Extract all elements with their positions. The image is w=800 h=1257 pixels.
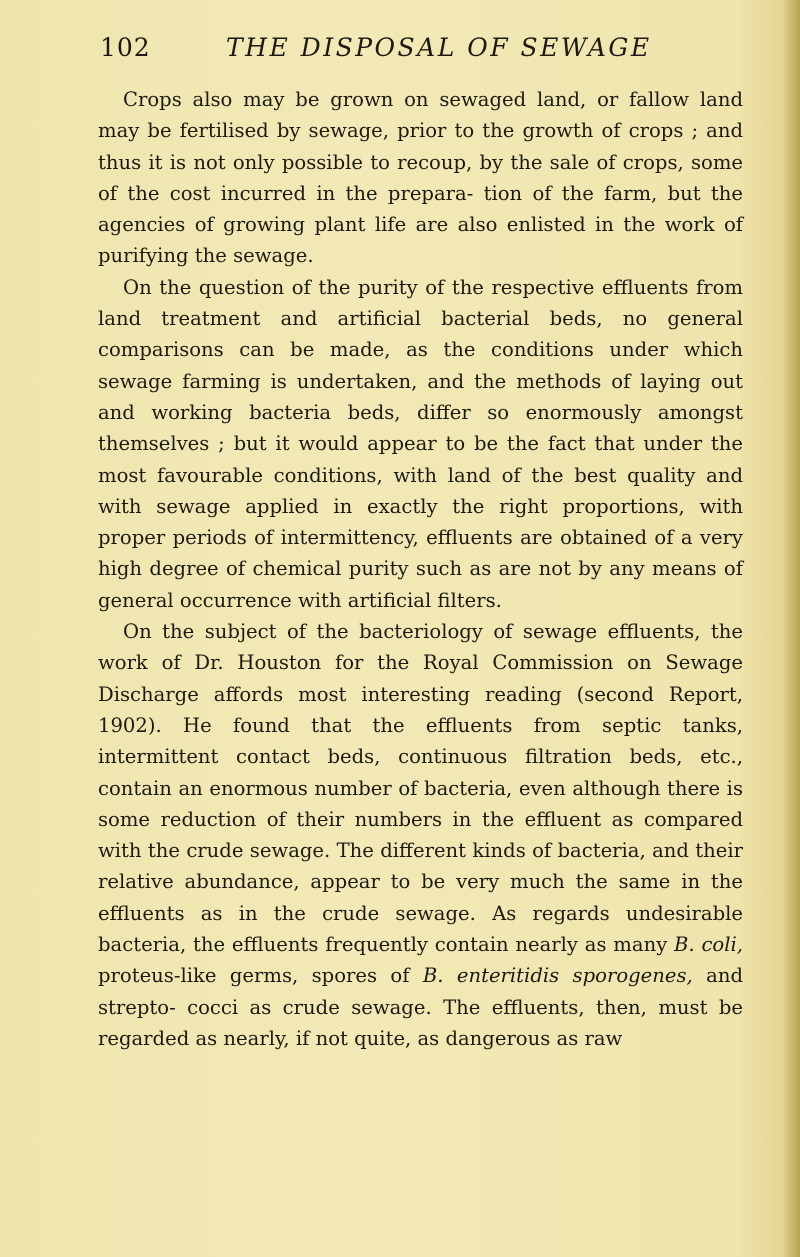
- body-text: [98, 84, 743, 1054]
- species-b-coli: B. coli,: [674, 933, 743, 957]
- species-b-enteritidis: B. enteritidis sporogenes,: [422, 964, 693, 988]
- page-header: [100, 33, 740, 73]
- page-number: 102: [100, 33, 151, 62]
- bacteriology-text-b: proteus-like germs, spores of: [98, 964, 423, 988]
- bacteriology-text-a: On the subject of the bacteriology of sewage effluents, the work of Dr. Houston for the Royal Commission on Sewage Discharge affords most interesting reading (second Report, 1902). He found that the effluents from septic tanks, intermittent contact beds, continuous filtration beds, etc., contain an enormous number of bacteria, even although there is some reduction of their numbers in the effluent as compared with the crude sewage. The different kinds of bacteria, and their relative abundance, appear to be very much the same in the effluents as in the crude sewage. As regards undesirable bacteria, the effluents frequently contain nearly as many: [98, 620, 743, 957]
- running-title: THE DISPOSAL OF SEWAGE: [226, 33, 652, 62]
- page-edge-shadow: [782, 0, 800, 1257]
- paragraph-crops: Crops also may be grown on sewaged land, or fallow land may be fertilised by sewage, prior to the growth of crops ; and thus it is not only possible to recoup, by the sale of crops, some of the cost incurred in the prepara- tion of the farm, but the agencies of growing plant life are also enlisted in the work of purifying the sewage.: [98, 88, 743, 268]
- paragraph-purity: On the question of the purity of the respective effluents from land treatment and artificial bacterial beds, no general comparisons can be made, as the conditions under which sewage farming is undertaken, and the methods of laying out and working bacteria beds, differ so enormously amongst themselves ; but it would appear to be the fact that under the most favourable conditions, with land of the best quality and with sewage applied in exactly the right proportions, with proper periods of intermittency, effluents are obtained of a very high degree of chemical purity such as are not by any means of general occurrence with artificial filters.: [98, 275, 743, 612]
- bacteriology-text-c: and strepto- cocci as crude sewage. The effluents, then, must be regarded as nearly, if not quite, as dangerous as raw: [98, 964, 743, 1050]
- paragraph-bacteriology: [98, 616, 743, 1054]
